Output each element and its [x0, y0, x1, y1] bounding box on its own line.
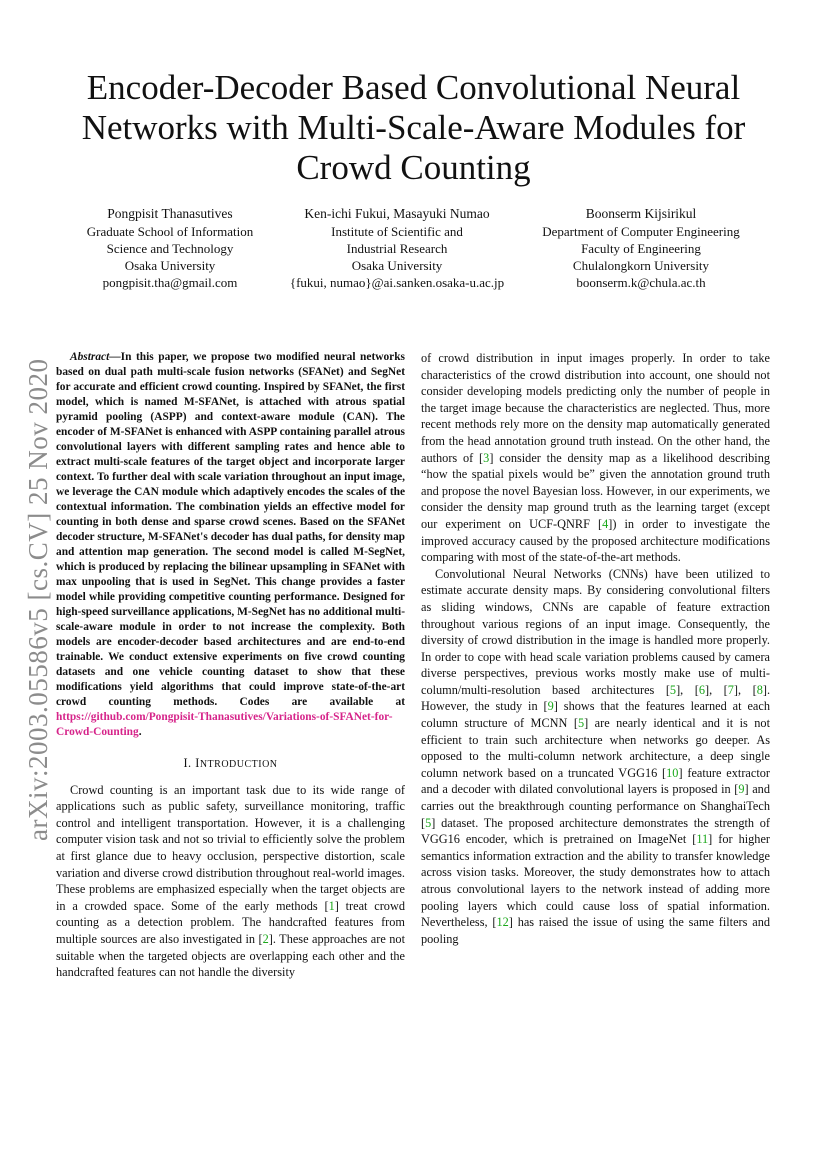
- author-block-1: [72, 205, 268, 291]
- author-affiliation: Faculty of Engineering: [581, 241, 701, 256]
- text-run: ] dataset. The proposed architecture demonstrates the strength of VGG16 encoder, which is pretrained on ImageNet [: [421, 815, 770, 847]
- text-run: ], [: [733, 682, 757, 697]
- text-run: ] has raised the issue of using the same filters and pooling: [421, 915, 770, 946]
- abstract: [56, 350, 405, 740]
- citation-link[interactable]: 12: [496, 915, 509, 930]
- abstract-label: Abstract: [70, 351, 110, 363]
- author-affiliation: Graduate School of Information: [86, 224, 254, 239]
- text-run: Crowd counting is an important task due to its wide range of applications such as public safety, surveillance monitoring, traffic control and intelligent transportation. However, it is a challenging computer vision task and not so trivial to efficiently solve the problem at first glance due to heavy occlusion, perspective distortion, scale variation and diverse crowd distribution throughout real-world images. These problems are emphasized especially when the target objects are in a crowded space. Some of the early methods [: [56, 782, 406, 913]
- citation-link[interactable]: 9: [738, 782, 745, 797]
- arxiv-stamp: arXiv:2003.05586v5 [cs.CV] 25 Nov 2020: [23, 358, 53, 842]
- author-name: Pongpisit Thanasutives: [107, 206, 233, 221]
- text-run: ]. However, the study in [: [421, 682, 771, 714]
- right-column: [421, 350, 770, 947]
- author-name: Ken-ichi Fukui, Masayuki Numao: [304, 206, 490, 221]
- citation-link[interactable]: 5: [669, 682, 677, 697]
- text-run: ] shows that the features learned at each column structure of MCNN [: [421, 699, 770, 731]
- author-block-3: [530, 205, 752, 291]
- text-run: ], [: [676, 682, 699, 697]
- citation-link[interactable]: 5: [425, 815, 432, 830]
- section-title-rest: NTRODUCTION: [199, 759, 278, 770]
- citation-link[interactable]: 8: [756, 682, 763, 697]
- author-name: Boonserm Kijsirikul: [585, 206, 697, 221]
- section-title-initial: I: [195, 756, 200, 770]
- text-run: ] are nearly identical and it is not efficient to train such architecture when networks go deeper. As opposed to the multi-column network architecture, a deep single column network based on a truncated VGG16 [: [421, 716, 770, 780]
- author-affiliation: Osaka University: [351, 258, 443, 273]
- citation-link[interactable]: 9: [547, 699, 554, 714]
- text-run: ] for higher semantics information extraction and the ability to transfer knowledge across vision tasks. Moreover, the study demonstrates how to attach atrous convolutional layers to the network instead of adding more pooling layers which could cause loss of spatial information. Nevertheless, [: [421, 832, 770, 930]
- citation-link[interactable]: 4: [602, 516, 609, 531]
- citation-link[interactable]: 5: [577, 716, 585, 731]
- citation-link[interactable]: 6: [698, 682, 705, 697]
- citation-link[interactable]: 11: [696, 832, 709, 847]
- text-run: ]) in order to investigate the improved accuracy caused by the proposed architecture modifications comparing with most of the state-of-the-art methods.: [421, 516, 770, 565]
- intro-paragraph-2: [421, 566, 770, 948]
- author-affiliation: Department of Computer Engineering: [542, 224, 740, 239]
- author-affiliation: Chulalongkorn University: [572, 258, 710, 273]
- intro-paragraph-1-cont: [421, 350, 770, 566]
- citation-link[interactable]: 1: [328, 898, 335, 913]
- citation-link[interactable]: 3: [483, 450, 490, 465]
- code-link[interactable]: https://github.com/Pongpisit-Thanasutives/Variations-of-SFANet-for-Crowd-Counting: [56, 711, 393, 738]
- author-email[interactable]: boonserm.k@chula.ac.th: [576, 275, 706, 290]
- text-run: ] and carries out the breakthrough counting performance on ShanghaiTech [: [421, 782, 770, 830]
- paper-title: Encoder-Decoder Based Convolutional Neural Networks with Multi-Scale-Aware Modules for Crowd Counting: [81, 68, 746, 187]
- text-run: ] feature extractor and a decoder with dilated convolutional layers is proposed in [: [421, 765, 770, 797]
- section-numeral: I.: [183, 756, 196, 770]
- intro-paragraph-1: [56, 782, 405, 981]
- section-heading-introduction: [56, 755, 405, 774]
- abstract-end: .: [138, 726, 142, 738]
- citation-link[interactable]: 10: [666, 765, 679, 780]
- left-column: [56, 350, 405, 981]
- text-run: Convolutional Neural Networks (CNNs) have been utilized to estimate accurate density maps. By considering convolutional filters as sliding windows, CNNs are capable of feature extraction throughout various regions of an input image. Consequently, the diversity of crowd distribution in the image is handled more properly. In order to cope with head scale variation problems caused by camera diverse perspectives, previous works mostly make use of multi-column/multi-resolution based architectures [: [421, 566, 770, 697]
- abstract-text: —In this paper, we propose two modified neural networks based on dual path multi-scale fusion networks (SFANet) and SegNet for accurate and efficient crowd counting. Inspired by SFANet, the first model, which is named M-SFANet, is attached with atrous spatial pyramid pooling (ASPP) and context-aware module (CAN). The encoder of M-SFANet is enhanced with ASPP containing parallel atrous convolutional layers with different sampling rates and hence able to extract multi-scale features of the target object and incorporate larger context. To further deal with scale variation throughout an input image, we leverage the CAN module which adaptively encodes the scales of the contextual information. The combination yields an effective model for counting in both dense and sparse crowd scenes. Based on the SFANet decoder structure, M-SFANet's decoder has dual paths, for density map and attention map generation. The second model is called M-SegNet, which is produced by replacing the bilinear upsampling in SFANet with max unpooling that is used in SegNet. This change provides a faster model while providing competitive counting performance. Designed for high-speed surveillance applications, M-SegNet has no additional multi-scale-aware module in order to not increase the complexity. Both models are encoder-decoder based architectures and are end-to-end trainable. We conduct extensive experiments on five crowd counting datasets and one vehicle counting dataset to show that these modifications yield algorithms that could improve state-of-the-art crowd counting methods. Codes are available at: [56, 351, 405, 708]
- text-run: ] treat crowd counting as a detection problem. The handcrafted features from multiple sources are also investigated in [: [56, 898, 405, 946]
- author-affiliation: Science and Technology: [106, 241, 234, 256]
- citation-link[interactable]: 7: [727, 682, 734, 697]
- author-affiliation: Osaka University: [124, 258, 216, 273]
- citation-link[interactable]: 2: [262, 931, 269, 946]
- author-affiliation: Institute of Scientific and: [331, 224, 463, 239]
- text-run: ] consider the density map as a likelihood describing “how the spatial pixels would be” given the annotation ground truth and propose the novel Bayesian loss. However, in our experiments, we consider the density map ground truth as the learning target (except our experiment on UCF-QNRF [: [421, 450, 771, 531]
- text-run: ], [: [705, 682, 728, 697]
- author-email[interactable]: pongpisit.tha@gmail.com: [102, 275, 238, 290]
- text-run: ]. These approaches are not suitable when the targeted objects are overlapping each other and the handcrafted features can not handle the diversity: [56, 931, 405, 980]
- author-email[interactable]: {fukui, numao}@ai.sanken.osaka-u.ac.jp: [289, 275, 505, 290]
- text-run: of crowd distribution in input images properly. In order to take characteristics of the crowd distribution into account, one should not consider developing models predicting only the number of people in the target image because the characteristics are neglected. Thus, more recent methods rely more on the density map automatically generated from the head annotation ground truth instead. On the other hand, the authors of [: [421, 351, 770, 465]
- author-affiliation: Industrial Research: [346, 241, 448, 256]
- author-block-2: [278, 205, 516, 291]
